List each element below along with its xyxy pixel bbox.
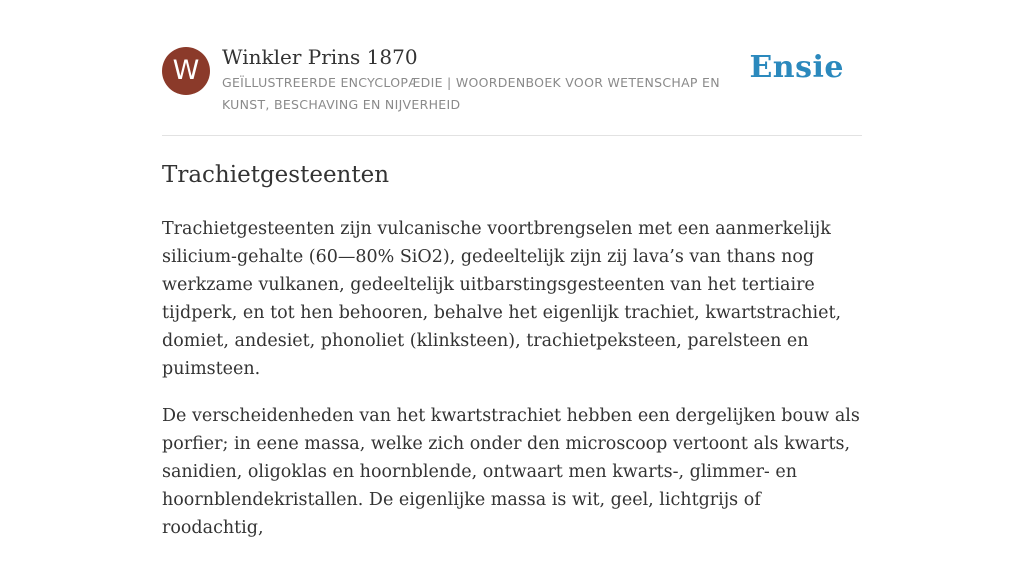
source-title[interactable]: Winkler Prins 1870: [222, 45, 418, 69]
source-header: [162, 40, 862, 136]
avatar[interactable]: W: [162, 47, 210, 95]
ensie-logo[interactable]: Ensie: [749, 50, 844, 85]
article-paragraph: De verscheidenheden van het kwartstrachiet hebben een dergelijken bouw als porfier; in eene massa, welke zich onder den microscoop vertoont als kwarts, sanidien, oligoklas en hoornblende, ontwaart men kwarts-, glimmer- en hoornblendekristallen. De eigenlijke massa is wit, geel, lichtgrijs of roodachtig,: [162, 406, 860, 538]
source-subtitle: GEÏLLUSTREERDE ENCYCLOPÆDIE | WOORDENBOEK VOOR WETENSCHAP EN KUNST, BESCHAVING EN NIJVERHEID: [222, 75, 720, 112]
article-title: Trachietgesteenten: [162, 162, 390, 188]
article: [162, 155, 862, 561]
article-paragraph: Trachietgesteenten zijn vulcanische voortbrengselen met een aanmerkelijk silicium-gehalte (60—80% SiO2), gedeeltelijk zijn zij lava’s van thans nog werkzame vulkanen, gedeeltelijk uitbarstingsgesteenten van het tertiaire tijdperk, en tot hen behooren, behalve het eigenlijk trachiet, kwartstrachiet, domiet, andesiet, phonoliet (klinksteen), trachietpeksteen, parelsteen en puimsteen.: [162, 219, 842, 379]
